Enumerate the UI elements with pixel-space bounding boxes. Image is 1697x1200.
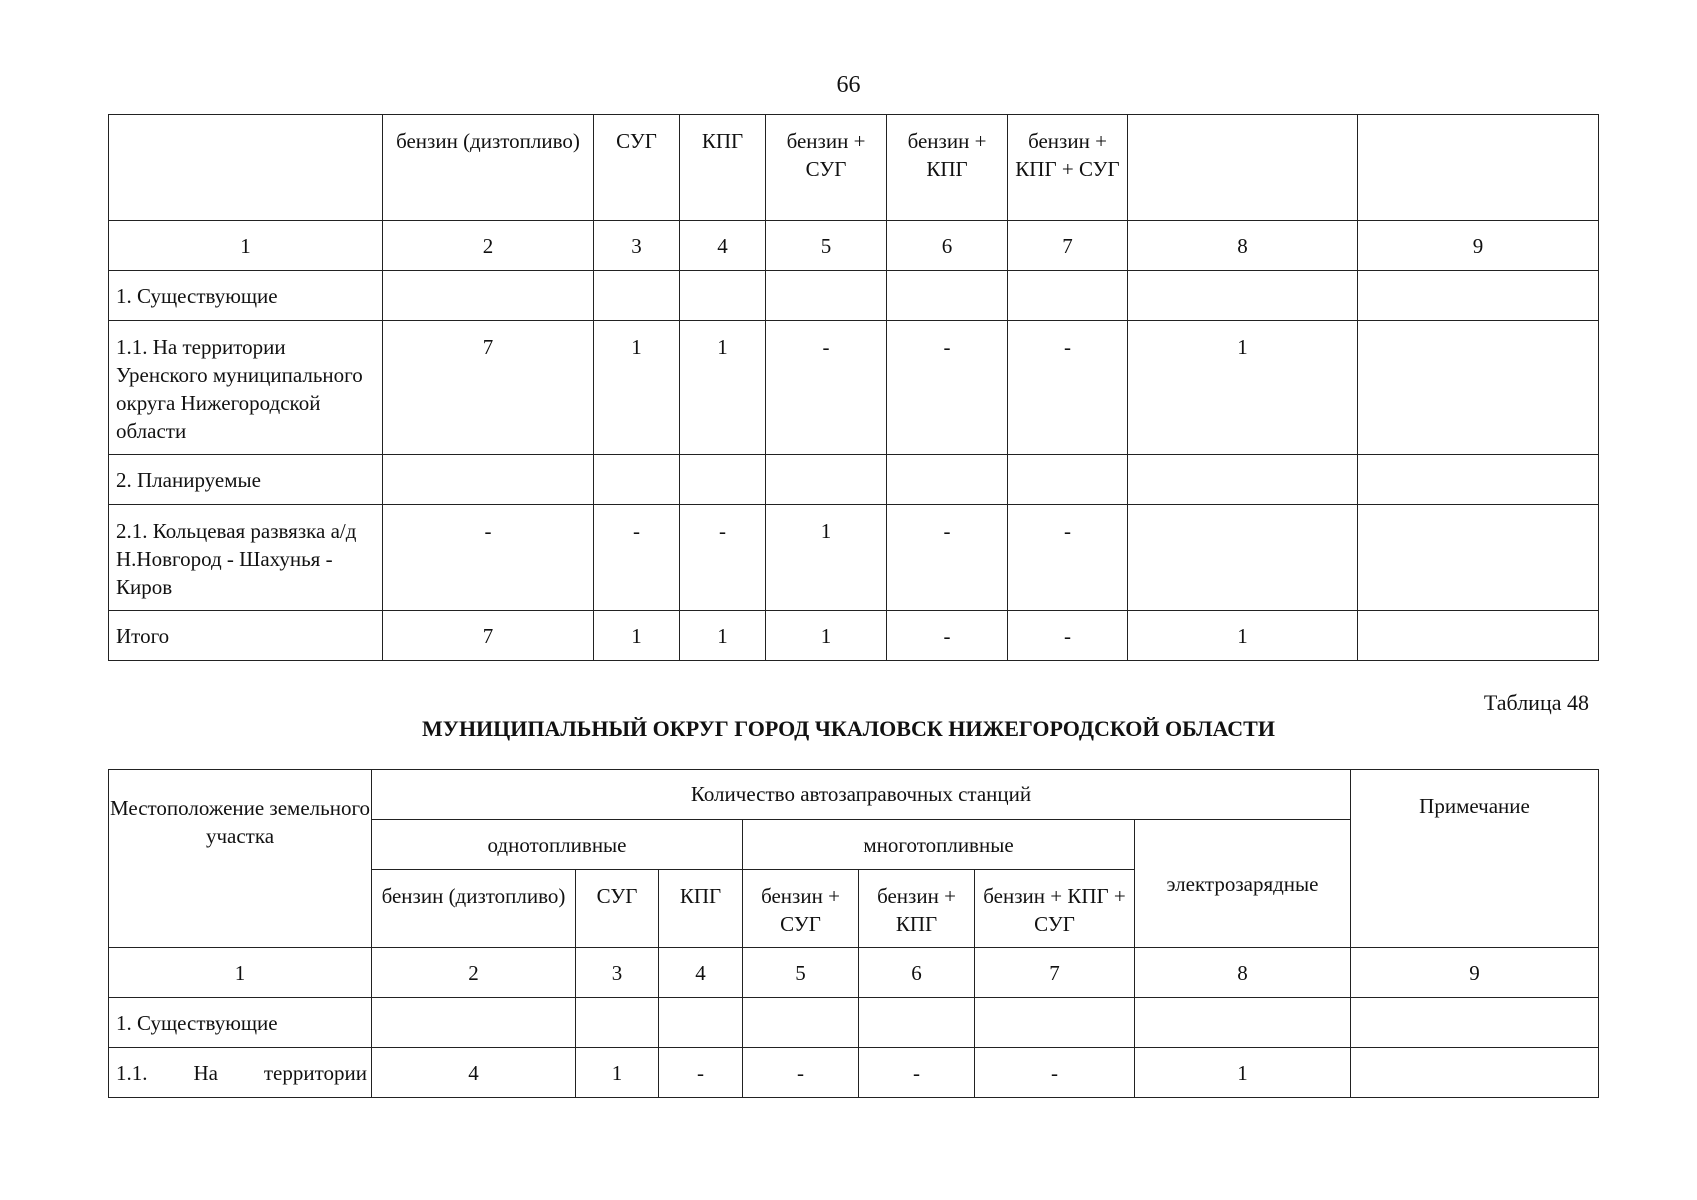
table-cell [1351,1048,1599,1098]
index-cell: 4 [659,948,743,998]
table-cell [1128,455,1358,505]
table-cell: 1 [1128,321,1358,455]
table-cell: - [887,505,1008,611]
header-cell: бензин (дизтопливо) [372,870,576,948]
fuel-stations-table [108,769,1599,1098]
index-cell: 2 [383,221,594,271]
table-cell: - [1008,321,1128,455]
table-cell: 1 [680,321,766,455]
table-cell [594,271,680,321]
page-number: 66 [836,72,861,98]
table-cell: 1 [1128,611,1358,661]
index-cell: 4 [680,221,766,271]
header-cell: бензин + СУГ [743,870,859,948]
single-fuel-header: однотопливные [372,820,743,870]
table-cell [1358,455,1599,505]
header-cell: бензин + СУГ [766,115,887,221]
row-label [109,1048,372,1098]
table-cell: - [887,321,1008,455]
header-row [109,770,1599,820]
table-cell [1008,271,1128,321]
table-cell [887,271,1008,321]
index-cell: 1 [109,221,383,271]
table-cell [383,455,594,505]
table-cell: - [383,505,594,611]
table-cell [1351,998,1599,1048]
table-row [109,271,1599,321]
table-cell [887,455,1008,505]
index-row [109,221,1599,271]
table-cell [1358,321,1599,455]
table-cell: - [975,1048,1135,1098]
table-cell: - [680,505,766,611]
electric-header: электрозарядные [1135,820,1351,948]
table-cell [1128,271,1358,321]
header-cell [1358,115,1599,221]
header-row [109,115,1599,221]
table-cell: - [659,1048,743,1098]
count-header: Количество автозаправочных станций [372,770,1351,820]
table-cell [383,271,594,321]
index-cell: 3 [594,221,680,271]
table-cell: 7 [383,321,594,455]
index-cell: 6 [859,948,975,998]
index-cell: 3 [576,948,659,998]
table-cell: - [766,321,887,455]
row-label: 1. Существующие [109,271,383,321]
header-cell: бензин + КПГ [887,115,1008,221]
table-cell [975,998,1135,1048]
fuel-stations-table-continued [108,114,1599,661]
table-cell [1358,611,1599,661]
table-cell: 1 [576,1048,659,1098]
table-cell: 1 [680,611,766,661]
table-cell [743,998,859,1048]
table-title: МУНИЦИПАЛЬНЫЙ ОКРУГ ГОРОД ЧКАЛОВСК НИЖЕГОРОДСКОЙ ОБЛАСТИ [422,716,1275,741]
header-cell: КПГ [659,870,743,948]
table-row [109,455,1599,505]
index-cell: 7 [1008,221,1128,271]
header-cell: бензин + КПГ [859,870,975,948]
index-cell: 7 [975,948,1135,998]
header-cell [109,115,383,221]
index-row [109,948,1599,998]
table-row [109,998,1599,1048]
table-cell: 1 [766,611,887,661]
header-cell [1128,115,1358,221]
index-cell: 5 [743,948,859,998]
table-cell [1008,455,1128,505]
table-row [109,1048,1599,1098]
header-cell: СУГ [594,115,680,221]
table-cell [766,455,887,505]
table-cell: - [1008,505,1128,611]
table-cell [1358,505,1599,611]
table-cell: 1 [766,505,887,611]
table-cell [1135,998,1351,1048]
table-cell [1358,271,1599,321]
table-cell [859,998,975,1048]
header-cell: бензин + КПГ + СУГ [975,870,1135,948]
table-cell: - [1008,611,1128,661]
note-header: Примечание [1351,770,1599,948]
index-cell: 2 [372,948,576,998]
table-cell [594,455,680,505]
table-cell: 7 [383,611,594,661]
table-cell [680,271,766,321]
table-cell: - [859,1048,975,1098]
index-cell: 8 [1128,221,1358,271]
table-cell [659,998,743,1048]
row-label-text: 1.1. На территории [116,1060,367,1085]
header-cell: бензин + КПГ + СУГ [1008,115,1128,221]
table-cell: - [594,505,680,611]
index-cell: 8 [1135,948,1351,998]
index-cell: 9 [1358,221,1599,271]
table-cell [680,455,766,505]
table-cell: 1 [1135,1048,1351,1098]
table-cell: 1 [594,611,680,661]
header-cell: бензин (дизтопливо) [383,115,594,221]
index-cell: 1 [109,948,372,998]
index-cell: 9 [1351,948,1599,998]
table-cell: 1 [594,321,680,455]
table-cell [1128,505,1358,611]
table-cell [372,998,576,1048]
row-label: Итого [109,611,383,661]
table-row [109,505,1599,611]
index-cell: 5 [766,221,887,271]
location-header: Местоположение земельного участка [109,770,372,948]
total-row [109,611,1599,661]
table-cell: - [887,611,1008,661]
table-number-label: Таблица 48 [1483,690,1589,715]
index-cell: 6 [887,221,1008,271]
table-cell: - [743,1048,859,1098]
table-row [109,321,1599,455]
table-cell: 4 [372,1048,576,1098]
row-label: 2. Планируемые [109,455,383,505]
header-cell: КПГ [680,115,766,221]
multi-fuel-header: многотопливные [743,820,1135,870]
table-cell [766,271,887,321]
table-cell [576,998,659,1048]
row-label: 1. Существующие [109,998,372,1048]
header-cell: СУГ [576,870,659,948]
row-label: 1.1. На территории Уренского муниципального округа Нижегородской области [109,321,383,455]
row-label: 2.1. Кольцевая развязка а/д Н.Новгород - Шахунья - Киров [109,505,383,611]
